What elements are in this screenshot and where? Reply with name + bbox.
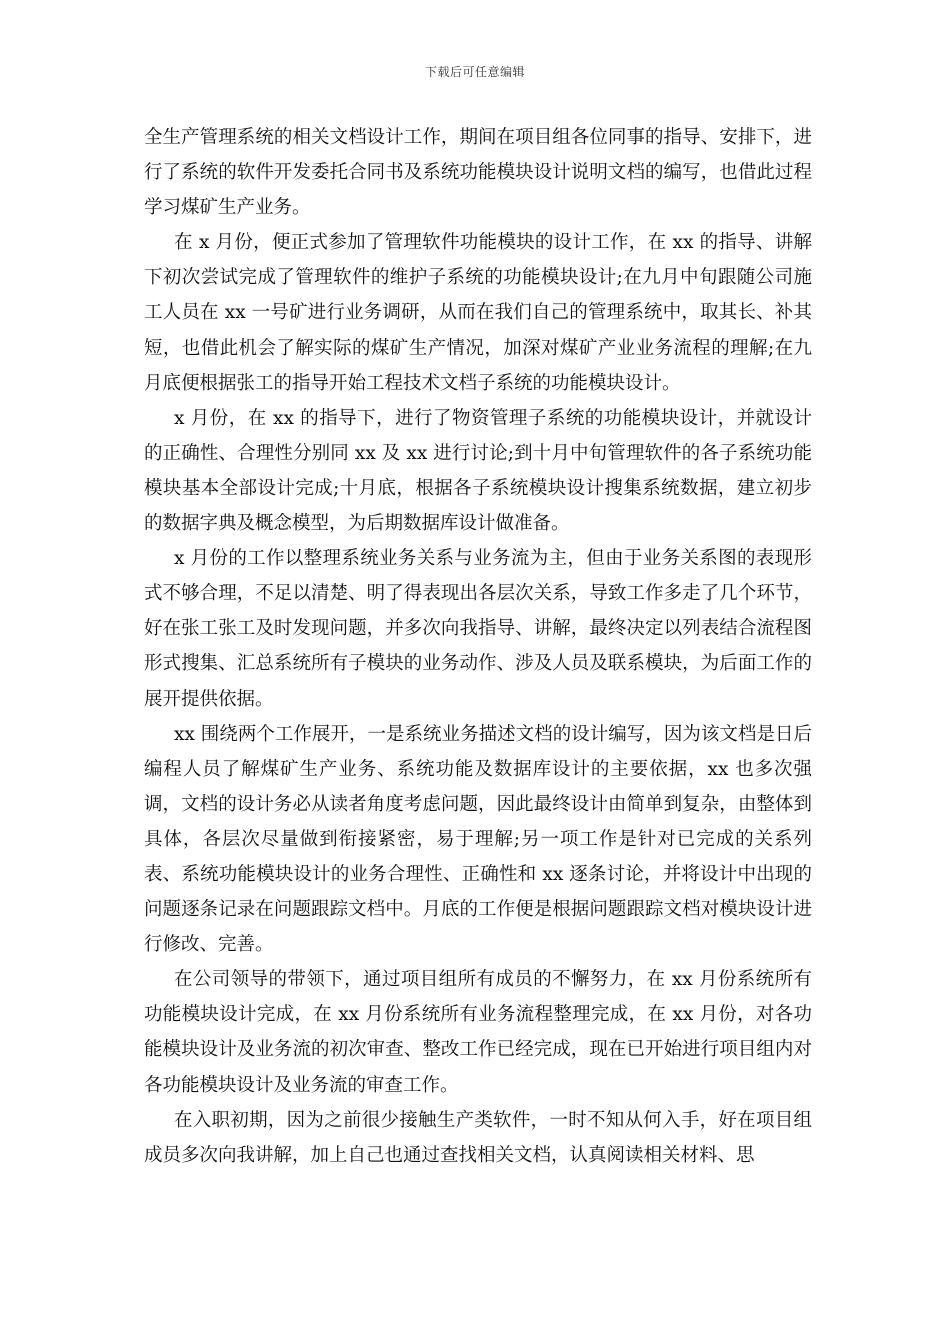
page-header: 下载后可任意编辑 [424,65,525,79]
document-body [144,120,812,1173]
paragraph-onboarding: 在入职初期，因为之前很少接触生产类软件，一时不知从何入手，好在项目组成员多次向我讲解，加上自己也通过查找相关文档，认真阅读相关材料、思 [144,1109,812,1166]
paragraph-business-flow: x 月份的工作以整理系统业务关系与业务流为主，但由于业务关系图的表现形式不够合理，不足以清楚、明了得表现出各层次关系，导致工作多走了几个环节，好在张工张工及时发现问题，并多次向我指导、讲解，最终决定以列表结合流程图形式搜集、汇总系统所有子模块的业务动作、涉及人员及联系模块，为后面工作的展开提供依据。 [144,548,812,710]
paragraph-business-description-doc: xx 围绕两个工作展开，一是系统业务描述文档的设计编写，因为该文档是日后编程人员了解煤矿生产业务、系统功能及数据库设计的主要依据，xx 也多次强调，文档的设计务必从读者角度考虑问题，因此最终设计由简单到复杂，由整体到具体，各层次尽量做到衔接紧密，易于理解;另一项工作是针对已完成的关系列表、系统功能模块设计的业务合理性、正确性和 xx 逐条讨论，并将设计中出现的问题逐条记录在问题跟踪文档中。月底的工作便是根据问题跟踪文档对模块设计进行修改、完善。 [144,723,812,956]
paragraph-material-management: x 月份，在 xx 的指导下，进行了物资管理子系统的功能模块设计，并就设计的正确性、合理性分别同 xx 及 xx 进行讨论;到十月中旬管理软件的各子系统功能模块基本全部设计完成;十月底，根据各子系统模块设计搜集系统数据，建立初步的数据字典及概念模型，为后期数据库设计做准备。 [144,407,812,535]
paragraph-continued: 全生产管理系统的相关文档设计工作，期间在项目组各位同事的指导、安排下，进行了系统的软件开发委托合同书及系统功能模块设计说明文档的编写，也借此过程学习煤矿生产业务。 [144,127,812,219]
paragraph-x-month-module-design: 在 x 月份，便正式参加了管理软件功能模块的设计工作，在 xx 的指导、讲解下初次尝试完成了管理软件的维护子系统的功能模块设计;在九月中旬跟随公司施工人员在 xx 一号矿进行业务调研，从而在我们自己的管理系统中，取其长、补其短，也借此机会了解实际的煤矿生产情况，加深对煤矿产业业务流程的理解;在九月底便根据张工的指导开始工程技术文档子系统的功能模块设计。 [144,232,812,394]
paragraph-project-progress: 在公司领导的带领下，通过项目组所有成员的不懈努力，在 xx 月份系统所有功能模块设计完成，在 xx 月份系统所有业务流程整理完成，在 xx 月份，对各功能模块设计及业务流的初次审查、整改工作已经完成，现在已开始进行项目组内对各功能模块设计及业务流的审查工作。 [144,969,812,1096]
